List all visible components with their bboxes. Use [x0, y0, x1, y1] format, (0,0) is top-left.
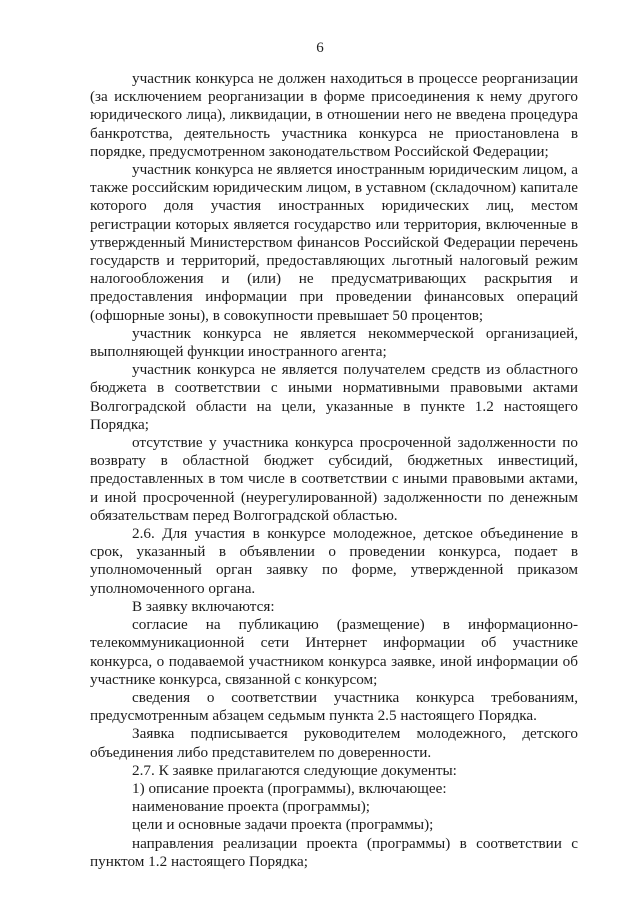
paragraph-project-goals: цели и основные задачи проекта (программы);: [132, 816, 434, 834]
paragraph-section-2-6: 2.6. Для участия в конкурсе молодежное, детское объединение в срок, указанный в объявлении о проведении конкурса, подает в уполномоченный орган заявку по форме, утвержденной приказом уполномоченного органа.: [90, 525, 578, 597]
paragraph-compliance-info: сведения о соответствии участника конкурса требованиям, предусмотренным абзацем седьмым пункта 2.5 настоящего Порядка.: [90, 688, 578, 725]
paragraph-section-2-7: 2.7. К заявке прилагаются следующие документы:: [132, 761, 457, 779]
paragraph-foreign-entity: участник конкурса не является иностранным юридическим лицом, а также российским юридическим лицом, в уставном (складочном) капитале которого доля участия иностранных юридических лиц, местом регистрации которых является государство или территория, включенные в утвержденный Министерством финансов Российской Федерации перечень государств и территорий, предоставляющих льготный налоговый режим налогообложения и (или) не предусматривающих раскрытия и предоставления информации при проведении финансовых операций (офшорные зоны), в совокупности превышает 50 процентов;: [90, 161, 578, 324]
paragraph-project-directions: направления реализации проекта (программы) в соответствии с пунктом 1.2 настоящего Порядка;: [90, 834, 578, 870]
paragraph-application-signed: Заявка подписывается руководителем молодежного, детского объединения либо представителем по доверенности.: [90, 725, 578, 761]
paragraph-project-name: наименование проекта (программы);: [132, 798, 370, 816]
paragraph-application-includes: В заявку включаются:: [132, 597, 275, 615]
document-body: [90, 70, 578, 871]
paragraph-foreign-agent: участник конкурса не является некоммерческой организацией, выполняющей функции иностранного агента;: [90, 324, 578, 361]
paragraph-no-debt: отсутствие у участника конкурса просроченной задолженности по возврату в областной бюджет субсидий, бюджетных инвестиций, предоставленных в том числе в соответствии с иными правовыми актами, и иной просроченной (неурегулированной) задолженности по денежным обязательствам перед Волгоградской областью.: [90, 434, 578, 524]
paragraph-publication-consent: согласие на публикацию (размещение) в информационно-телекоммуникационной сети Интернет информации об участнике конкурса, о подаваемой участником конкурса заявке, иной информации об участнике конкурса, связанной с конкурсом;: [90, 616, 578, 688]
page-number: 6: [316, 40, 324, 56]
paragraph-project-description: 1) описание проекта (программы), включающее:: [132, 779, 447, 797]
paragraph-reorganization: участник конкурса не должен находиться в процессе реорганизации (за исключением реорганизации в форме присоединения к нему другого юридического лица), ликвидации, в отношении него не введена процедура банкротства, деятельность участника конкурса не приостановлена в порядке, предусмотренном законодательством Российской Федерации;: [90, 70, 578, 160]
paragraph-budget-recipient: участник конкурса не является получателем средств из областного бюджета в соответствии с иными нормативными правовыми актами Волгоградской области на цели, указанные в пункте 1.2 настоящего Порядка;: [90, 361, 578, 433]
